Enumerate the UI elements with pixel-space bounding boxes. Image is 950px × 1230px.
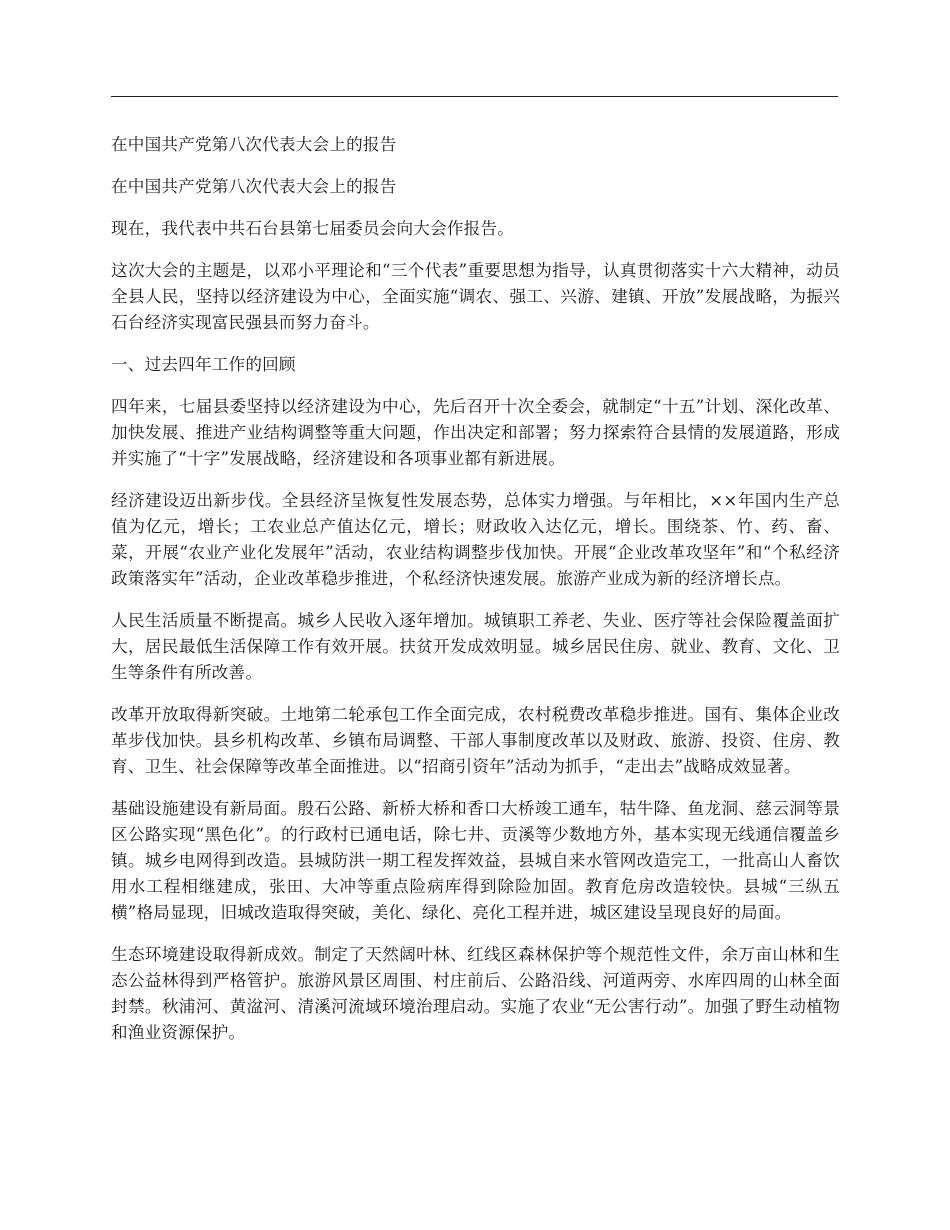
header-rule <box>111 96 838 97</box>
paragraph-economy: 经济建设迈出新步伐。全县经济呈恢复性发展态势，总体实力增强。与年相比，××年国内生产总值为亿元，增长；工农业总产值达亿元，增长；财政收入达亿元，增长。围绕茶、竹、药、畜、菜，开展“农业产业化发展年”活动，农业结构调整步伐加快。开展“企业改革攻坚年”和“个私经济政策落实年”活动，企业改革稳步推进，个私经济快速发展。旅游产业成为新的经济增长点。 <box>111 491 840 588</box>
document-subtitle: 在中国共产党第八次代表大会上的报告 <box>111 177 397 196</box>
paragraph-infrastructure: 基础设施建设有新局面。殷石公路、新桥大桥和香口大桥竣工通车，牯牛降、鱼龙洞、慈云洞等景区公路实现“黑色化”。的行政村已通电话，除七井、贡溪等少数地方外，基本实现无线通信覆盖乡镇。城乡电网得到改造。县城防洪一期工程发挥效益，县城自来水管网改造完工，一批高山人畜饮用水工程相继建成，张田、大冲等重点险病库得到除险加固。教育危房改造较快。县城“三纵五横”格局显现，旧城改造取得突破，美化、绿化、亮化工程并进，城区建设呈现良好的局面。 <box>111 799 840 922</box>
paragraph-ecology: 生态环境建设取得新成效。制定了天然阔叶林、红线区森林保护等个规范性文件，余万亩山林和生态公益林得到严格管护。旅游风景区周围、村庄前后、公路沿线、河道两旁、水库四周的山林全面封禁。秋浦河、黄湓河、清溪河流域环境治理启动。实施了农业“无公害行动”。加强了野生动植物和渔业资源保护。 <box>111 945 840 1042</box>
paragraph-opening: 现在，我代表中共石台县第七届委员会向大会作报告。 <box>111 219 515 238</box>
document-title: 在中国共产党第八次代表大会上的报告 <box>111 135 397 154</box>
section-heading: 一、过去四年工作的回顾 <box>111 355 296 374</box>
document-body <box>111 132 840 1062</box>
paragraph-review: 四年来，七届县委坚持以经济建设为中心，先后召开十次全委会，就制定“十五”计划、深化改革、加快发展、推进产业结构调整等重大问题，作出决定和部署；努力探索符合县情的发展道路，形成并实施了“十字”发展战略，经济建设和各项事业都有新进展。 <box>111 397 840 468</box>
paragraph-reform: 改革开放取得新突破。土地第二轮承包工作全面完成，农村税费改革稳步推进。国有、集体企业改革步伐加快。县乡机构改革、乡镇布局调整、干部人事制度改革以及财政、旅游、投资、住房、教育、卫生、社会保障等改革全面推进。以“招商引资年”活动为抓手，“走出去”战略成效显著。 <box>111 705 840 776</box>
paragraph-living: 人民生活质量不断提高。城乡人民收入逐年增加。城镇职工养老、失业、医疗等社会保险覆盖面扩大，居民最低生活保障工作有效开展。扶贫开发成效明显。城乡居民住房、就业、教育、文化、卫生等条件有所改善。 <box>111 611 840 682</box>
paragraph-theme: 这次大会的主题是，以邓小平理论和“三个代表”重要思想为指导，认真贯彻落实十六大精神，动员全县人民，坚持以经济建设为中心，全面实施“调农、强工、兴游、建镇、开放”发展战略，为振兴石台经济实现富民强县而努力奋斗。 <box>111 261 840 332</box>
